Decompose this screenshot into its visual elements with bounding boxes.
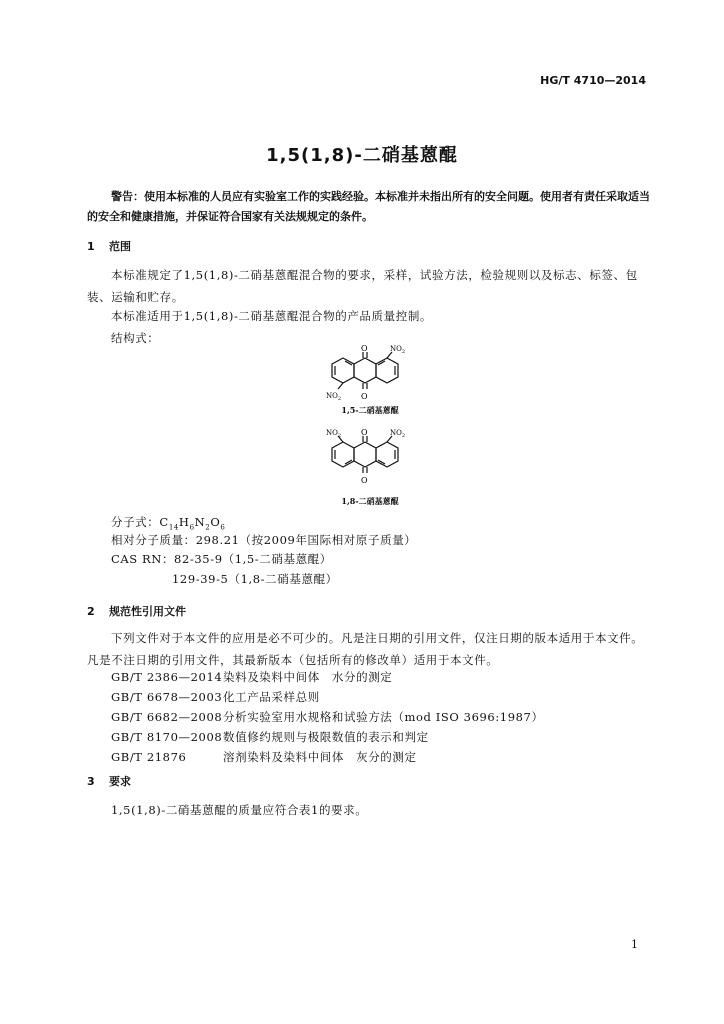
reference-code: GB/T 6682—2008 (111, 710, 223, 724)
scope-paragraph-1: 本标准规定了1,5(1,8)-二硝基蒽醌混合物的要求，采样，试验方法，检验规则以及标志、标签、包装、运输和贮存。 (87, 268, 638, 304)
reference-code: GB/T 6678—2003 (111, 690, 223, 704)
nitro-label: $NO_2$ (390, 429, 406, 439)
reference-code: GB/T 21876 (111, 750, 187, 764)
section-number: 2 (87, 605, 95, 618)
oxygen-label: O (361, 392, 368, 401)
oxygen-label: O (361, 476, 368, 485)
reference-item (111, 749, 417, 765)
formula-subscript: 14 (168, 523, 179, 532)
formula-subscript: 6 (220, 523, 226, 532)
structure-label: 结构式： (111, 331, 160, 345)
reference-title: 分析实验室用水规格和试验方法（mod ISO 3696:1987） (223, 710, 544, 724)
formula-label: 分子式： (111, 515, 160, 529)
section-title: 规范性引用文件 (109, 605, 186, 618)
nitro-label: $NO_2$ (390, 345, 406, 355)
cas-number-1: CAS RN：82-35-9（1,5-二硝基蒽醌） (111, 552, 332, 566)
section-2-heading (87, 603, 186, 619)
nitro-label: $NO_2$ (326, 429, 342, 439)
section-3-heading (87, 773, 131, 789)
formula-element: C (159, 515, 169, 529)
section-title: 范围 (109, 240, 131, 253)
section-number: 1 (87, 240, 95, 253)
reference-title: 数值修约规则与极限数值的表示和判定 (223, 730, 429, 744)
reference-title: 染料及染料中间体 水分的测定 (223, 670, 393, 684)
formula-subscript: 2 (205, 523, 211, 532)
standard-code: HG/T 4710—2014 (540, 74, 646, 87)
oxygen-label: O (361, 428, 368, 437)
formula-element: O (210, 515, 221, 529)
structure-1-5-diagram (318, 344, 418, 412)
reference-title: 溶剂染料及染料中间体 灰分的测定 (223, 750, 417, 764)
scope-paragraph-2: 本标准适用于1,5(1,8)-二硝基蒽醌混合物的产品质量控制。 (111, 309, 433, 323)
formula-subscript: 6 (189, 523, 195, 532)
structure-1-5-caption: 1,5-二硝基蒽醌 (341, 405, 399, 415)
molecular-mass: 相对分子质量：298.21（按2009年国际相对原子质量） (111, 533, 417, 547)
reference-item (111, 729, 429, 745)
structure-1-8-diagram (318, 428, 418, 496)
document-title: 1,5(1,8)-二硝基蒽醌 (266, 145, 458, 166)
reference-code: GB/T 2386—2014 (111, 670, 223, 684)
oxygen-label: O (361, 344, 368, 353)
formula-element: N (194, 515, 206, 529)
requirements-paragraph: 1,5(1,8)-二硝基蒽醌的质量应符合表1的要求。 (111, 803, 368, 817)
nitro-label: $NO_2$ (326, 392, 342, 402)
reference-code: GB/T 8170—2008 (111, 730, 223, 744)
section-1-heading (87, 238, 131, 254)
section-title: 要求 (109, 775, 131, 788)
structure-1-8-caption: 1,8-二硝基蒽醌 (341, 496, 399, 506)
reference-item (111, 689, 320, 705)
page-number: 1 (631, 938, 638, 951)
reference-item (111, 709, 544, 725)
molecular-formula (111, 514, 225, 531)
reference-item (111, 669, 392, 685)
references-intro: 下列文件对于本文件的应用是必不可少的。凡是注日期的引用文件，仅注日期的版本适用于本文件。凡是不注日期的引用文件，其最新版本（包括所有的修改单）适用于本文件。 (87, 631, 644, 667)
reference-title: 化工产品采样总则 (223, 690, 320, 704)
section-number: 3 (87, 775, 95, 788)
formula-element: H (178, 515, 190, 529)
safety-warning: 警告：使用本标准的人员应有实验室工作的实践经验。本标准并未指出所有的安全问题。使用者有责任采取适当的安全和健康措施，并保证符合国家有关法规规定的条件。 (87, 190, 650, 223)
cas-number-2: 129-39-5（1,8-二硝基蒽醌） (172, 572, 338, 586)
